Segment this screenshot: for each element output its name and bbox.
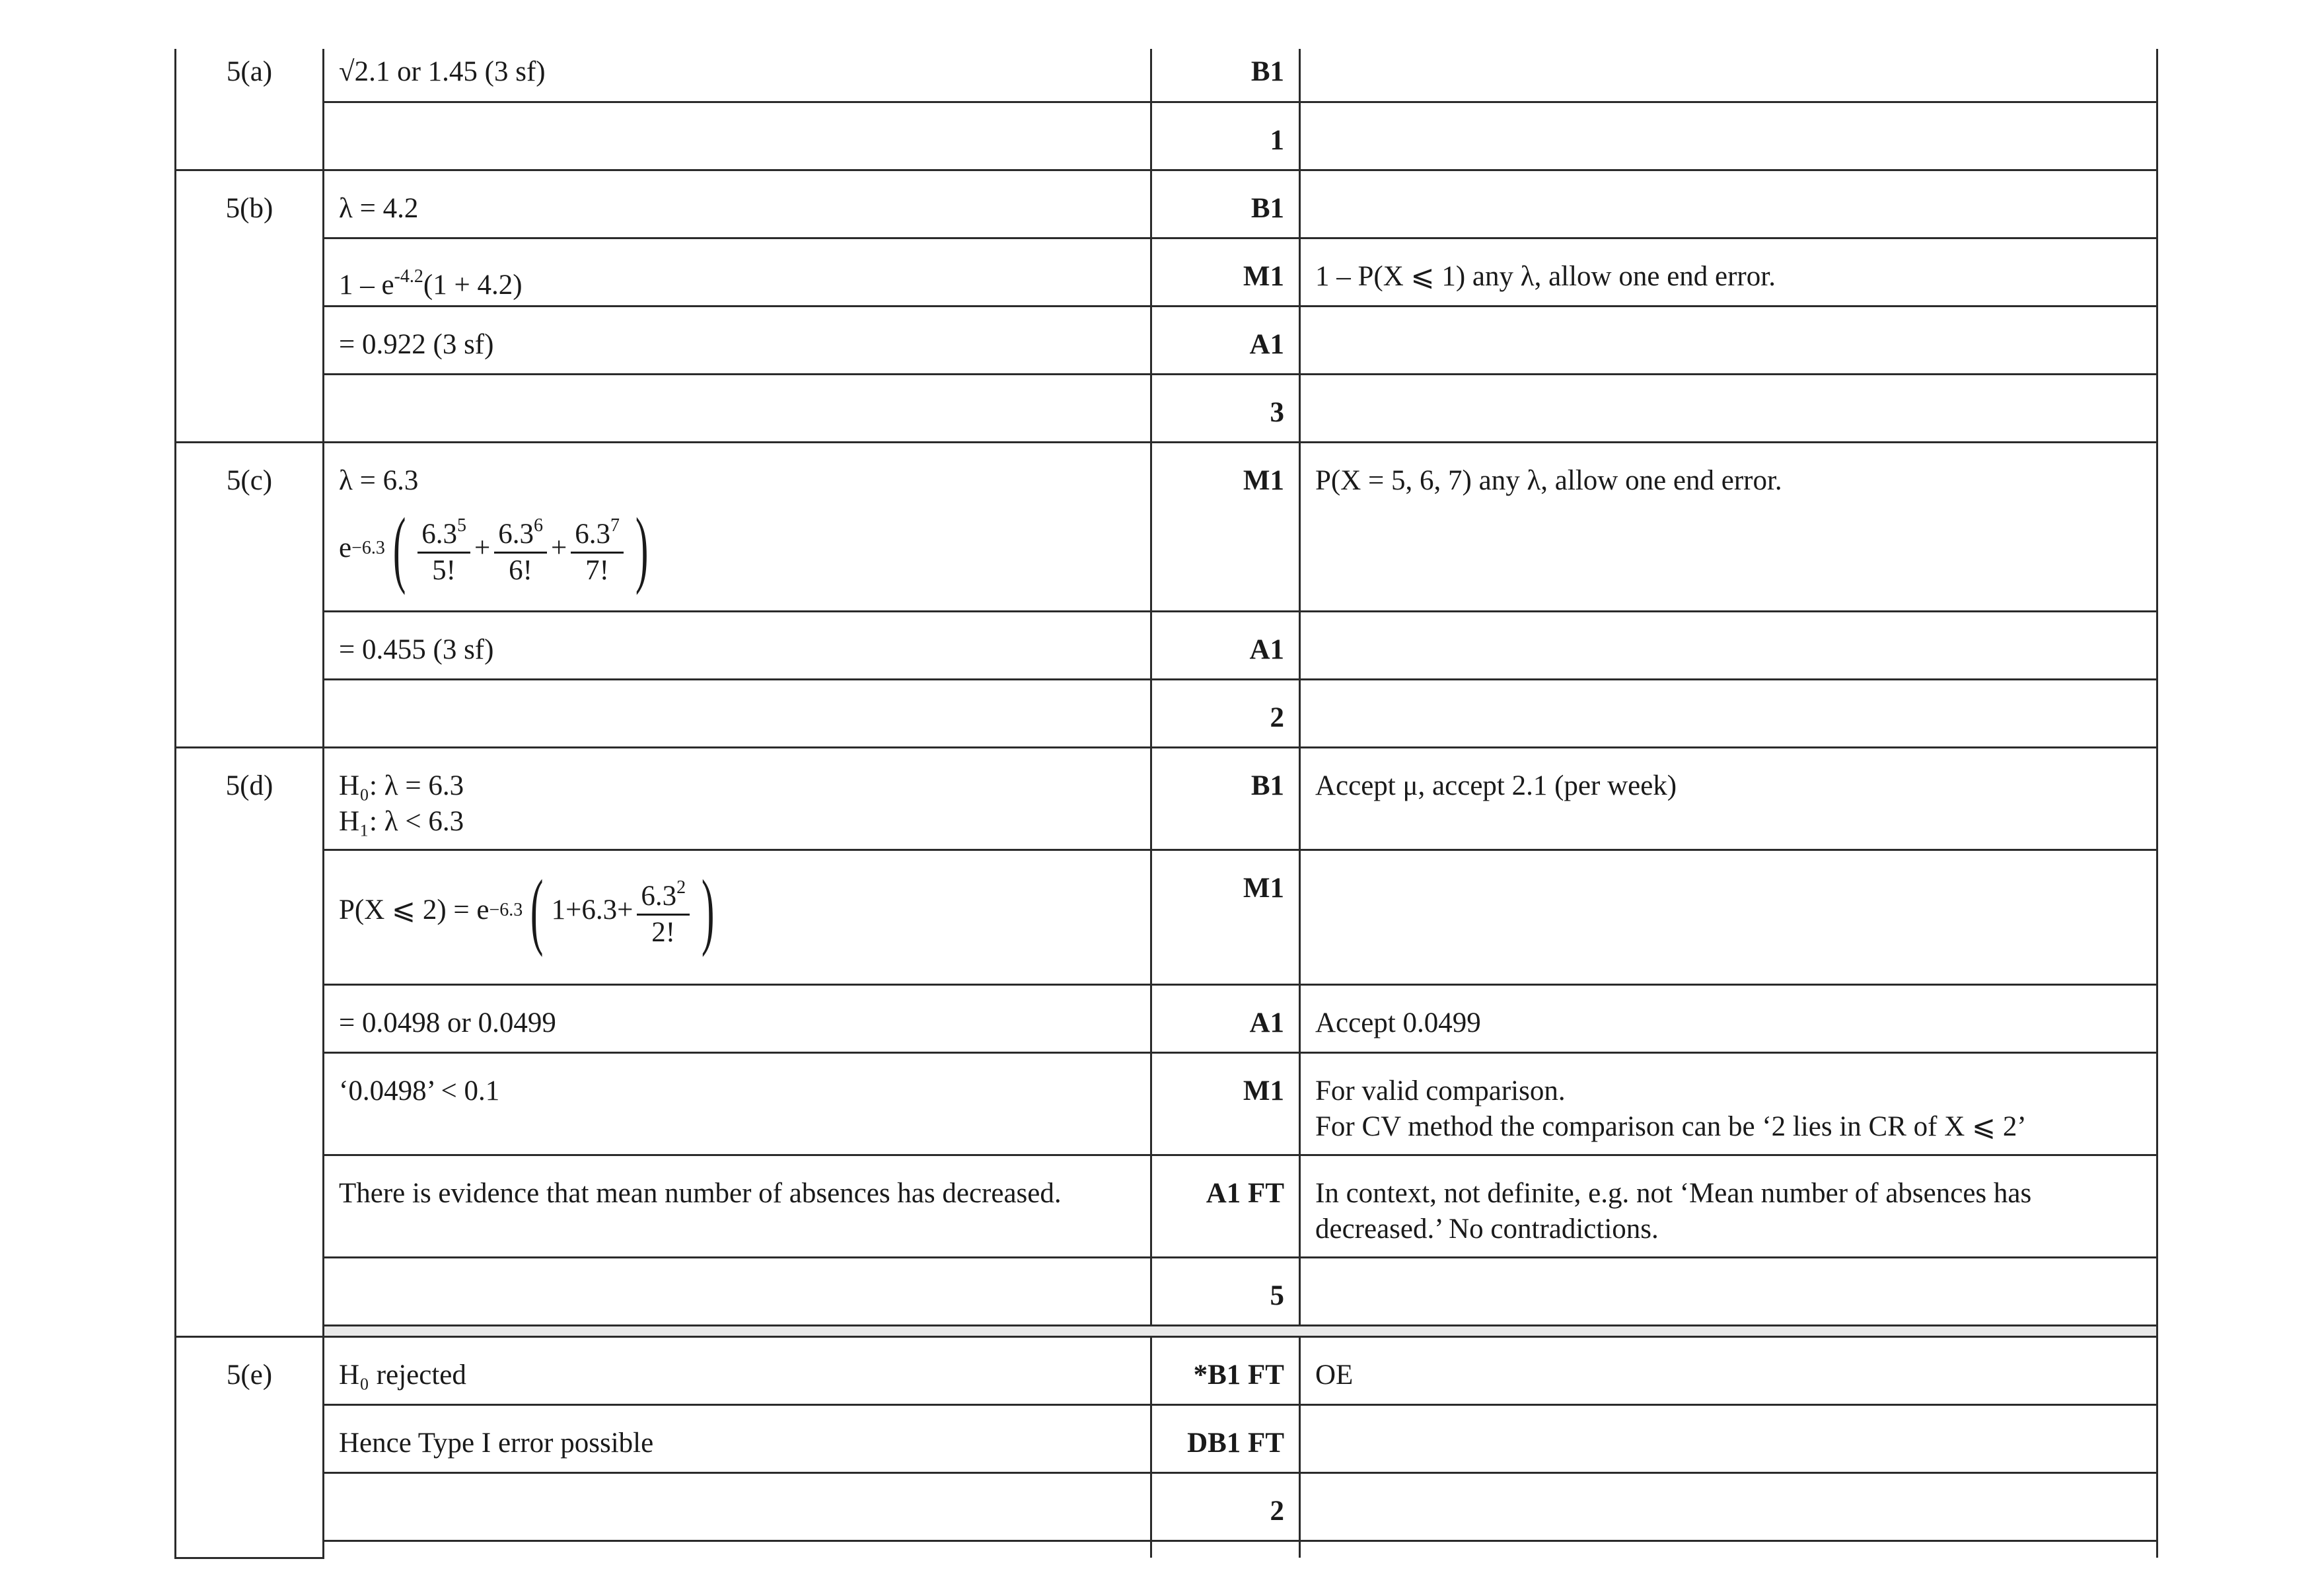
- table-row: [176, 1541, 2157, 1558]
- table-row: [176, 1052, 2157, 1155]
- right-paren: ): [635, 500, 649, 596]
- answer-cell: [324, 747, 1151, 850]
- alternative-hypothesis: H₁: λ < 6.3: [339, 805, 464, 837]
- guidance-cell: For valid comparison. For CV method the comparison can be ‘2 lies in CR of X ⩽ 2’: [1300, 1052, 2157, 1155]
- guidance-cell: P(X = 5, 6, 7) any λ, allow one end error.: [1300, 442, 2157, 611]
- mark-cell: B1: [1151, 49, 1300, 102]
- left-paren: (: [530, 862, 544, 958]
- guidance-cell: [1300, 1257, 2157, 1325]
- page-break-separator: [176, 1325, 2157, 1336]
- table-row: [176, 679, 2157, 747]
- probability-expression: P(X ⩽ 2) = e −6.3 ( 1+6.3+ $\frac{6.3^2}{2!}$ ): [339, 862, 715, 958]
- fraction: $\frac{6.3^7}{7!}$: [571, 509, 624, 588]
- mark-cell: M1: [1151, 1052, 1300, 1155]
- answer-cell: H₀ rejected: [324, 1336, 1151, 1404]
- table-row: [176, 374, 2157, 442]
- question-number: 5(b): [176, 170, 324, 442]
- guidance-cell: [1300, 170, 2157, 238]
- poisson-expression: e −6.3 ( $\frac{6.3^5}{5!}$ + $\frac{6.3^6}{6!}$ + $\frac{6.3^7}{7!}$ ): [339, 500, 649, 596]
- answer-cell: [324, 850, 1151, 984]
- question-number: 5(c): [176, 442, 324, 747]
- fraction: $\frac{6.3^6}{6!}$: [494, 509, 547, 588]
- answer-cell: [324, 679, 1151, 747]
- guidance-cell: Accept μ, accept 2.1 (per week): [1300, 747, 2157, 850]
- total-marks: 5: [1151, 1257, 1300, 1325]
- table-row: [176, 1155, 2157, 1257]
- mark-cell: A1: [1151, 611, 1300, 679]
- right-paren: ): [702, 862, 715, 958]
- table-row: [176, 238, 2157, 306]
- table-row: [176, 747, 2157, 850]
- table-row: [176, 1257, 2157, 1325]
- mark-scheme-table: [174, 49, 2158, 1559]
- mark-cell: DB1 FT: [1151, 1404, 1300, 1472]
- guidance-cell: OE: [1300, 1336, 2157, 1404]
- mark-cell: *B1 FT: [1151, 1336, 1300, 1404]
- fraction: $\frac{6.3^2}{2!}$: [637, 871, 690, 950]
- mark-cell: A1 FT: [1151, 1155, 1300, 1257]
- guidance-cell: In context, not definite, e.g. not ‘Mean number of absences has decreased.’ No contradictions.: [1300, 1155, 2157, 1257]
- guidance-cell: [1300, 374, 2157, 442]
- mark-cell: B1: [1151, 170, 1300, 238]
- answer-cell: Hence Type I error possible: [324, 1404, 1151, 1472]
- answer-cell: $1 - e^{-4.2}(1 + 4.2)$: [324, 238, 1151, 306]
- answer-cell: [324, 374, 1151, 442]
- guidance-cell: Accept 0.0499: [1300, 984, 2157, 1052]
- answer-cell: ‘0.0498’ < 0.1: [324, 1052, 1151, 1155]
- total-marks: 3: [1151, 374, 1300, 442]
- table-row: [176, 170, 2157, 238]
- answer-cell: [324, 442, 1151, 611]
- table-row: [176, 611, 2157, 679]
- table-row: [176, 850, 2157, 984]
- answer-cell: √2.1 or 1.45 (3 sf): [324, 49, 1151, 102]
- guidance-cell: 1 – P(X ⩽ 1) any λ, allow one end error.: [1300, 238, 2157, 306]
- table-row: [176, 984, 2157, 1052]
- lambda-line: λ = 6.3: [339, 464, 419, 496]
- answer-cell: = 0.922 (3 sf): [324, 306, 1151, 374]
- question-number: 5(a): [176, 49, 324, 170]
- answer-cell: = 0.455 (3 sf): [324, 611, 1151, 679]
- question-number: 5(e): [176, 1336, 324, 1558]
- guidance-cell: [1300, 306, 2157, 374]
- mark-cell: M1: [1151, 442, 1300, 611]
- guidance-cell: [1300, 1404, 2157, 1472]
- total-marks: 2: [1151, 679, 1300, 747]
- table-row: [176, 442, 2157, 611]
- total-marks: 1: [1151, 102, 1300, 170]
- mark-cell: A1: [1151, 306, 1300, 374]
- guidance-cell: [1300, 850, 2157, 984]
- guidance-cell: [1300, 49, 2157, 102]
- mark-cell: B1: [1151, 747, 1300, 850]
- answer-cell: [324, 102, 1151, 170]
- left-paren: (: [392, 500, 406, 596]
- table-row: [176, 1472, 2157, 1541]
- fraction: $\frac{6.3^5}{5!}$: [417, 509, 470, 588]
- guidance-cell: [1300, 679, 2157, 747]
- total-marks: 2: [1151, 1472, 1300, 1541]
- table-row: [176, 306, 2157, 374]
- guidance-cell: [1300, 1472, 2157, 1541]
- null-hypothesis: H₀: λ = 6.3: [339, 770, 464, 801]
- answer-cell: [324, 1257, 1151, 1325]
- table-row: [176, 102, 2157, 170]
- guidance-cell: [1300, 611, 2157, 679]
- mark-cell: M1: [1151, 850, 1300, 984]
- mark-cell: A1: [1151, 984, 1300, 1052]
- guidance-cell: [1300, 102, 2157, 170]
- table-row: [176, 1336, 2157, 1404]
- answer-cell: = 0.0498 or 0.0499: [324, 984, 1151, 1052]
- question-number: 5(d): [176, 747, 324, 1336]
- answer-cell: There is evidence that mean number of absences has decreased.: [324, 1155, 1151, 1257]
- answer-cell: [324, 1472, 1151, 1541]
- answer-cell: λ = 4.2: [324, 170, 1151, 238]
- table-row: [176, 49, 2157, 102]
- table-row: [176, 1404, 2157, 1472]
- mark-cell: M1: [1151, 238, 1300, 306]
